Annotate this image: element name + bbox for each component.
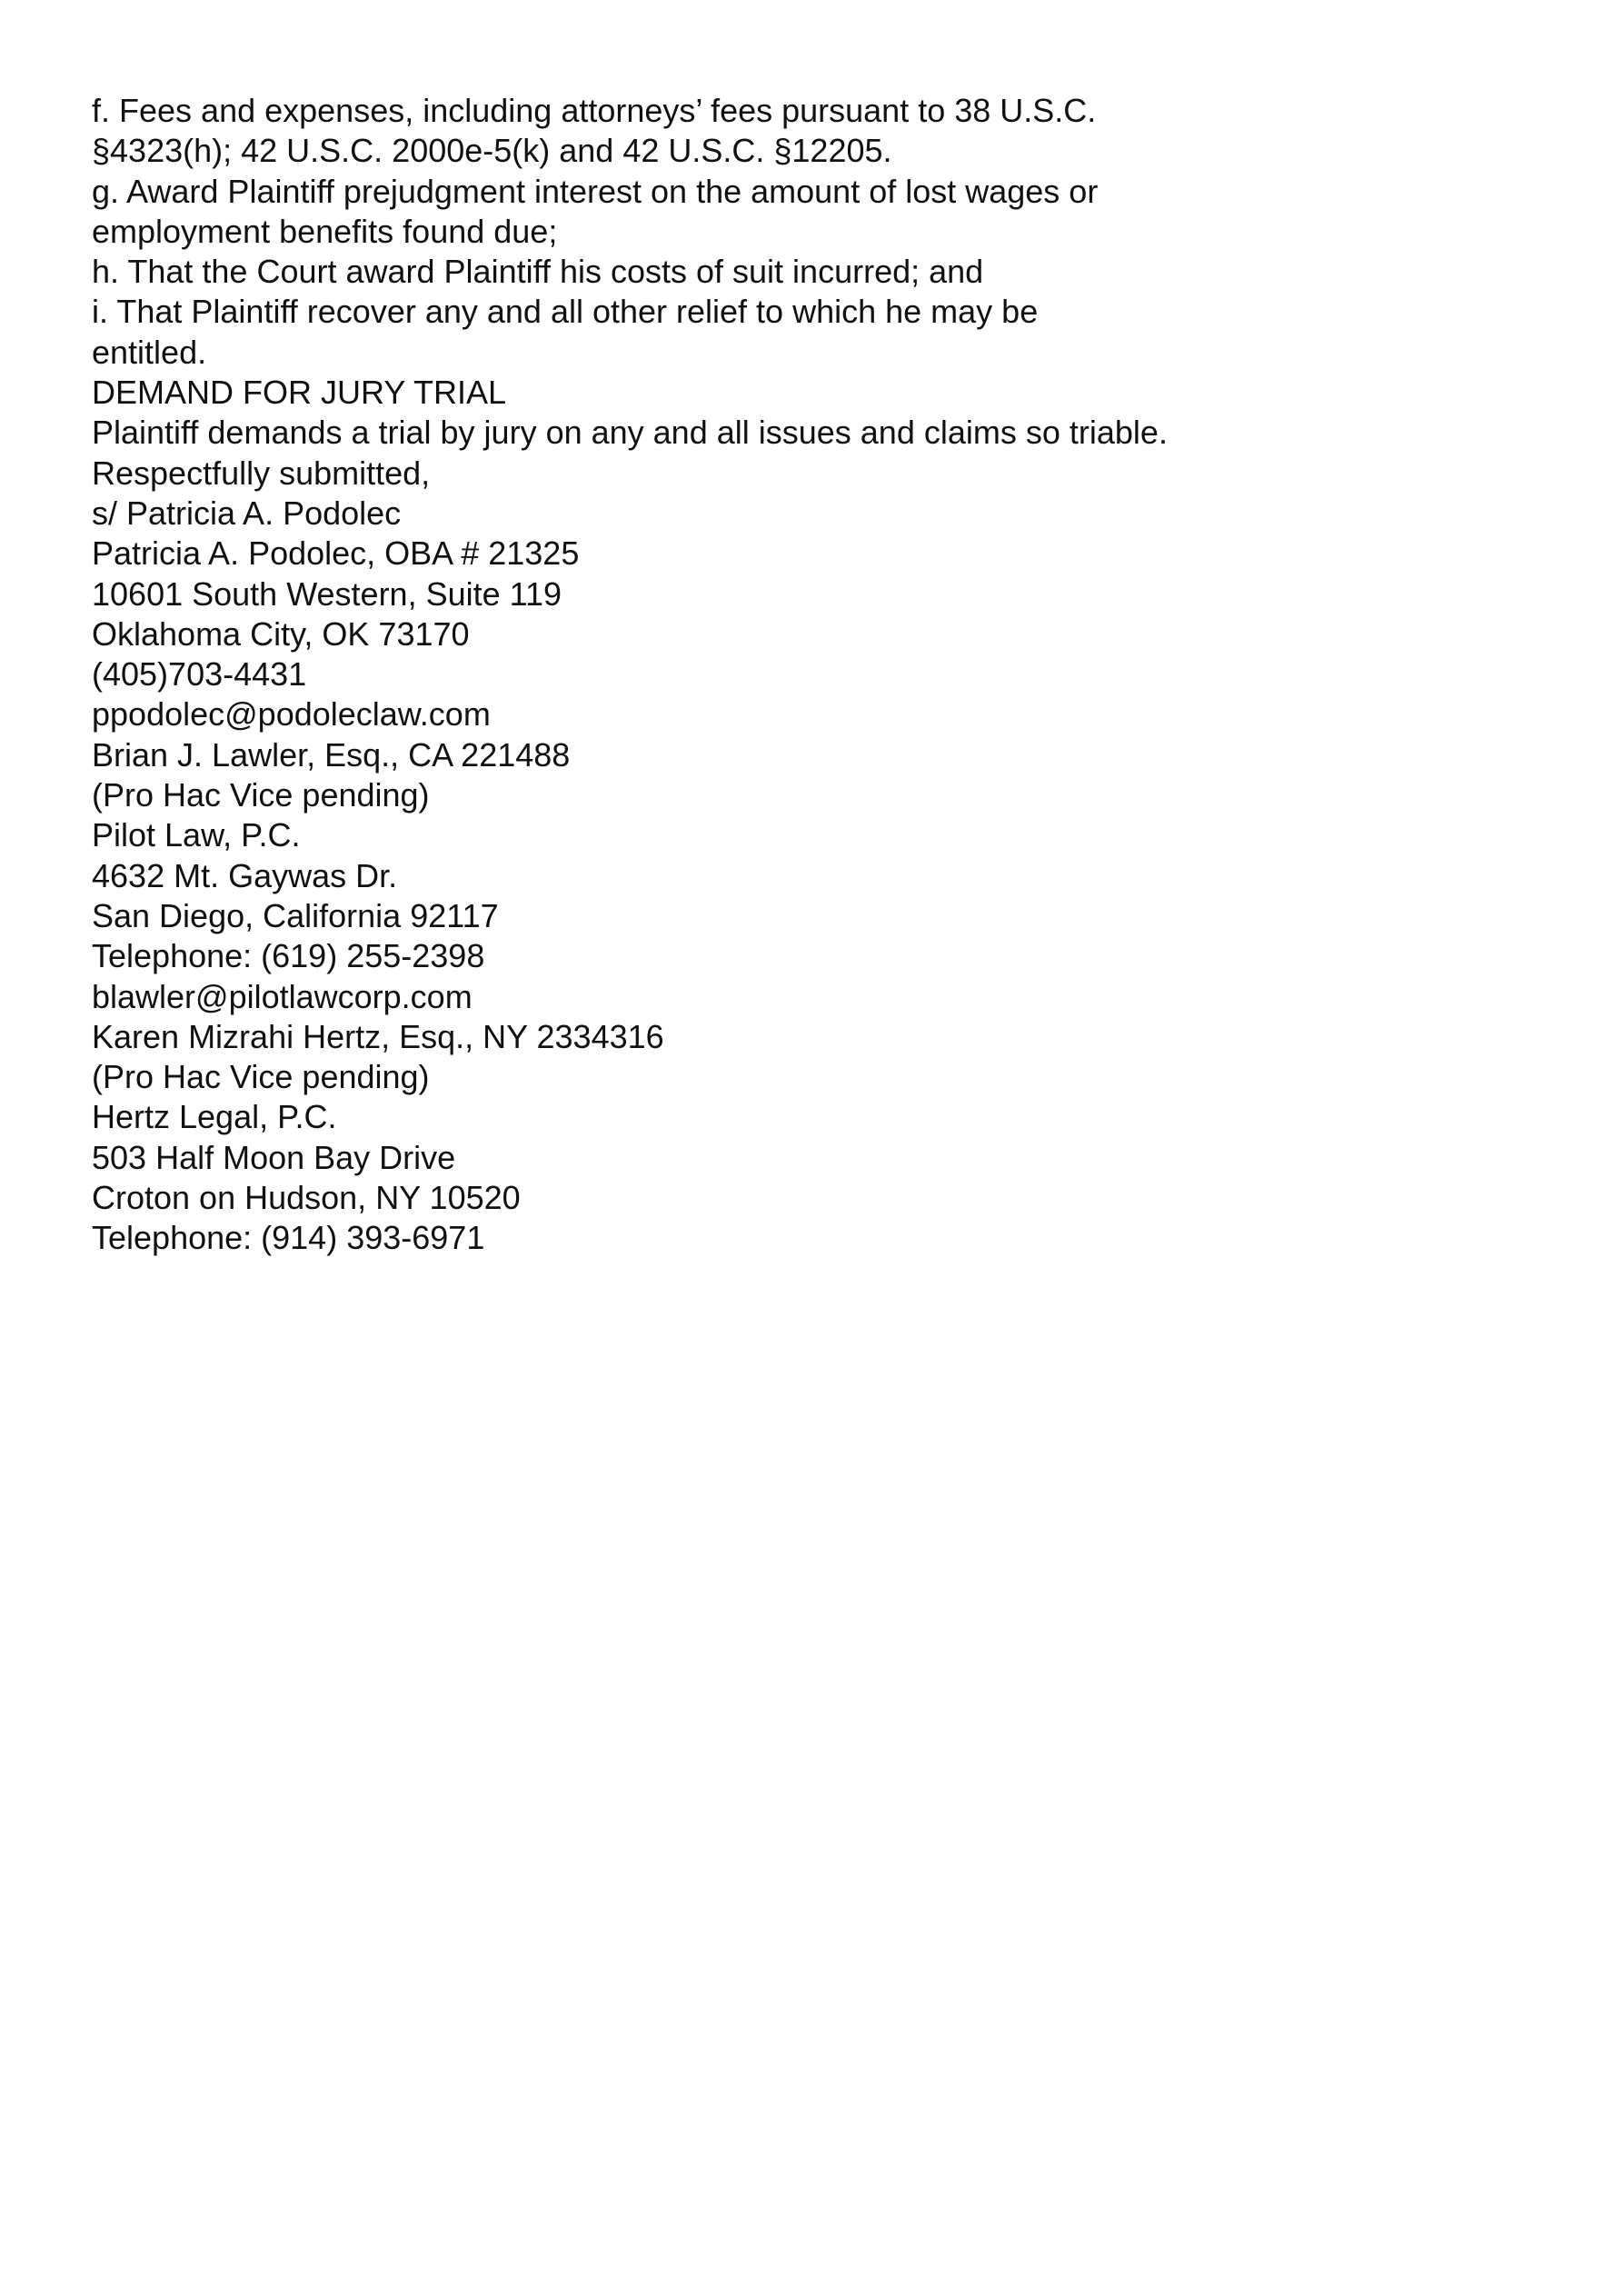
relief-item-f-line-1: f. Fees and expenses, including attorneys’ fees pursuant to 38 U.S.C. — [92, 92, 1097, 129]
counsel-1-phone: (405)703-4431 — [92, 655, 307, 694]
counsel-2-status: (Pro Hac Vice pending) — [92, 776, 430, 814]
counsel-2-address-line-2: San Diego, California 92117 — [92, 896, 499, 934]
counsel-2-email: blawler@pilotlawcorp.com — [92, 977, 473, 1015]
counsel-1-address-line-2: Oklahoma City, OK 73170 — [92, 614, 470, 653]
counsel-3-status: (Pro Hac Vice pending) — [92, 1058, 430, 1096]
counsel-2-name: Brian J. Lawler, Esq., CA 221488 — [92, 735, 571, 774]
counsel-3-address-line-2: Croton on Hudson, NY 10520 — [92, 1179, 521, 1217]
jury-demand-text: Plaintiff demands a trial by jury on any and all issues and claims so triable. — [92, 414, 1168, 452]
counsel-3-firm: Hertz Legal, P.C. — [92, 1098, 337, 1136]
relief-item-i-line-2: entitled. — [92, 333, 207, 371]
counsel-3-phone: Telephone: (914) 393-6971 — [92, 1219, 485, 1257]
counsel-2-firm: Pilot Law, P.C. — [92, 816, 301, 854]
counsel-2-address-line-1: 4632 Mt. Gaywas Dr. — [92, 856, 398, 894]
counsel-3-address-line-1: 503 Half Moon Bay Drive — [92, 1138, 456, 1176]
relief-item-i-line-1: i. That Plaintiff recover any and all other relief to which he may be — [92, 293, 1039, 331]
counsel-1-name: Patricia A. Podolec, OBA # 21325 — [92, 534, 580, 573]
relief-item-g-line-2: employment benefits found due; — [92, 212, 558, 250]
relief-item-h: h. That the Court award Plaintiff his costs of suit incurred; and — [92, 253, 984, 291]
counsel-2-phone: Telephone: (619) 255-2398 — [92, 937, 485, 975]
counsel-1-email: ppodolec@podoleclaw.com — [92, 695, 491, 734]
counsel-3-name: Karen Mizrahi Hertz, Esq., NY 2334316 — [92, 1017, 664, 1055]
counsel-1-address-line-1: 10601 South Western, Suite 119 — [92, 574, 562, 613]
relief-item-g-line-1: g. Award Plaintiff prejudgment interest on the amount of lost wages or — [92, 172, 1099, 210]
electronic-signature: s/ Patricia A. Podolec — [92, 494, 402, 532]
jury-demand-heading: DEMAND FOR JURY TRIAL — [92, 374, 507, 412]
closing-text: Respectfully submitted, — [92, 454, 431, 492]
relief-item-f-line-2: §4323(h); 42 U.S.C. 2000e-5(k) and 42 U.S.C. §12205. — [92, 132, 892, 170]
document-text — [92, 91, 1546, 1259]
